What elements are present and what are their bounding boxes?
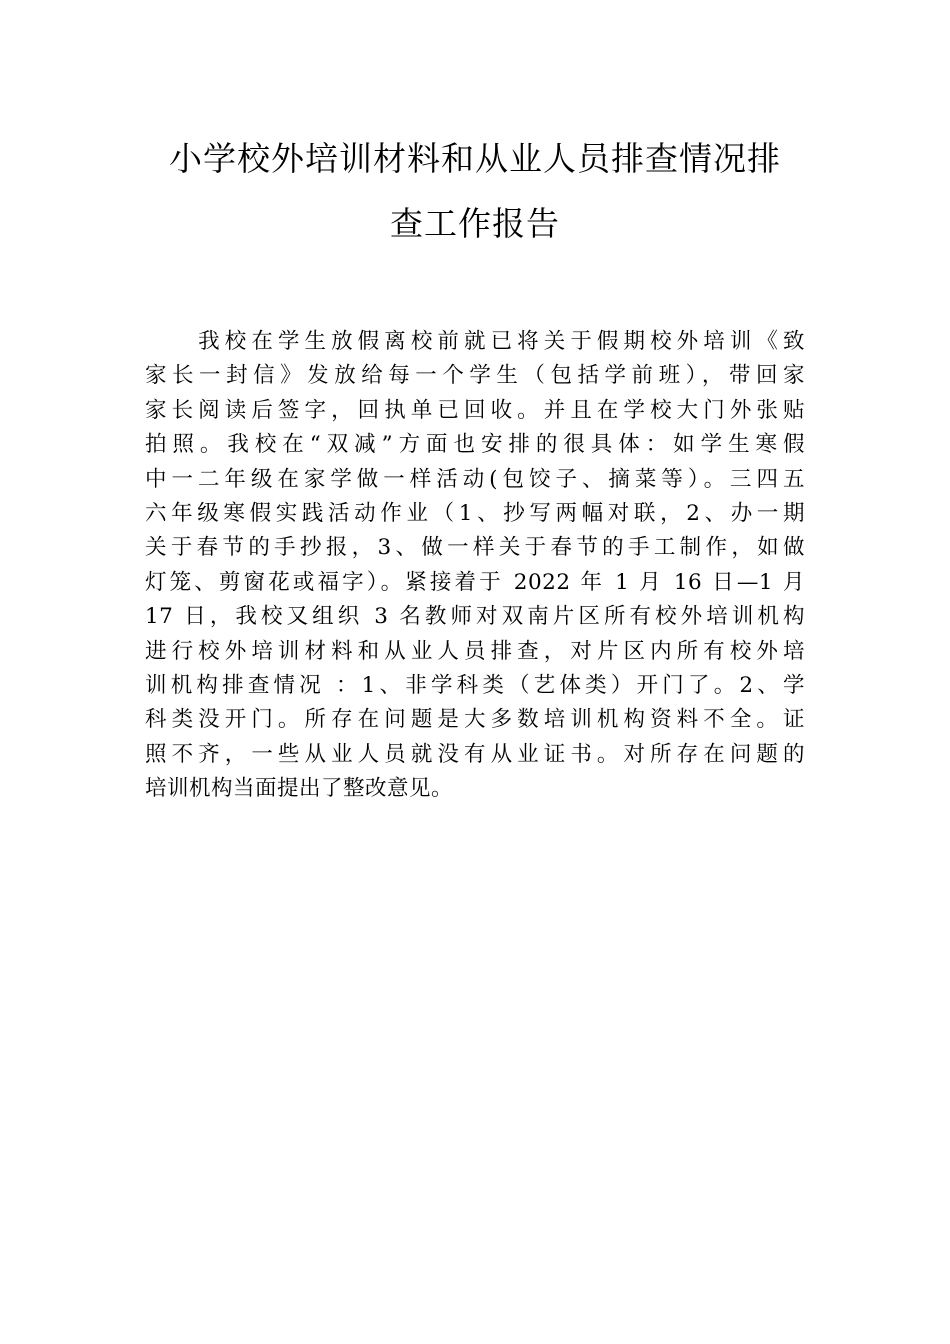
body-line: 我校在学生放假离校前就已将关于假期校外培训《致 <box>145 329 805 354</box>
body-line: 照不齐，一些从业人员就没有从业证书。对所存在问题的 <box>145 741 805 767</box>
body-line: 六年级寒假实践活动作业（1、抄写两幅对联，2、办一期 <box>145 500 805 526</box>
body-line: 科类没开门。所存在问题是大多数培训机构资料不全。证 <box>145 707 805 733</box>
body-line: 中一二年级在家学做一样活动(包饺子、摘菜等）。三四五 <box>145 466 805 492</box>
body-line: 训机构排查情况 ：1、非学科类（艺体类）开门了。2、学 <box>145 672 805 698</box>
body-line: 培训机构当面提出了整改意见。 <box>145 776 454 802</box>
body-line: 家长阅读后签字，回执单已回收。并且在学校大门外张贴 <box>145 397 805 423</box>
title-line-1: 小学校外培训材料和从业人员排查情况排 <box>169 139 781 178</box>
body-line: 17 日，我校又组织 3 名教师对双南片区所有校外培训机构 <box>145 604 805 630</box>
body-line: 进行校外培训材料和从业人员排查，对片区内所有校外培 <box>145 638 805 664</box>
body-line: 关于春节的手抄报，3、做一样关于春节的手工制作，如做 <box>145 535 805 561</box>
body-line: 拍照。我校在“双减”方面也安排的很具体：如学生寒假 <box>145 432 805 458</box>
document-title <box>145 126 805 256</box>
body-line: 灯笼、剪窗花或福字）。紧接着于 2022 年 1 月 16 日—1 月 <box>145 569 805 595</box>
body-paragraph <box>145 325 805 806</box>
title-line-2: 查工作报告 <box>390 204 560 243</box>
body-line: 家长一封信》发放给每一个学生（包括学前班），带回家 <box>145 363 805 389</box>
